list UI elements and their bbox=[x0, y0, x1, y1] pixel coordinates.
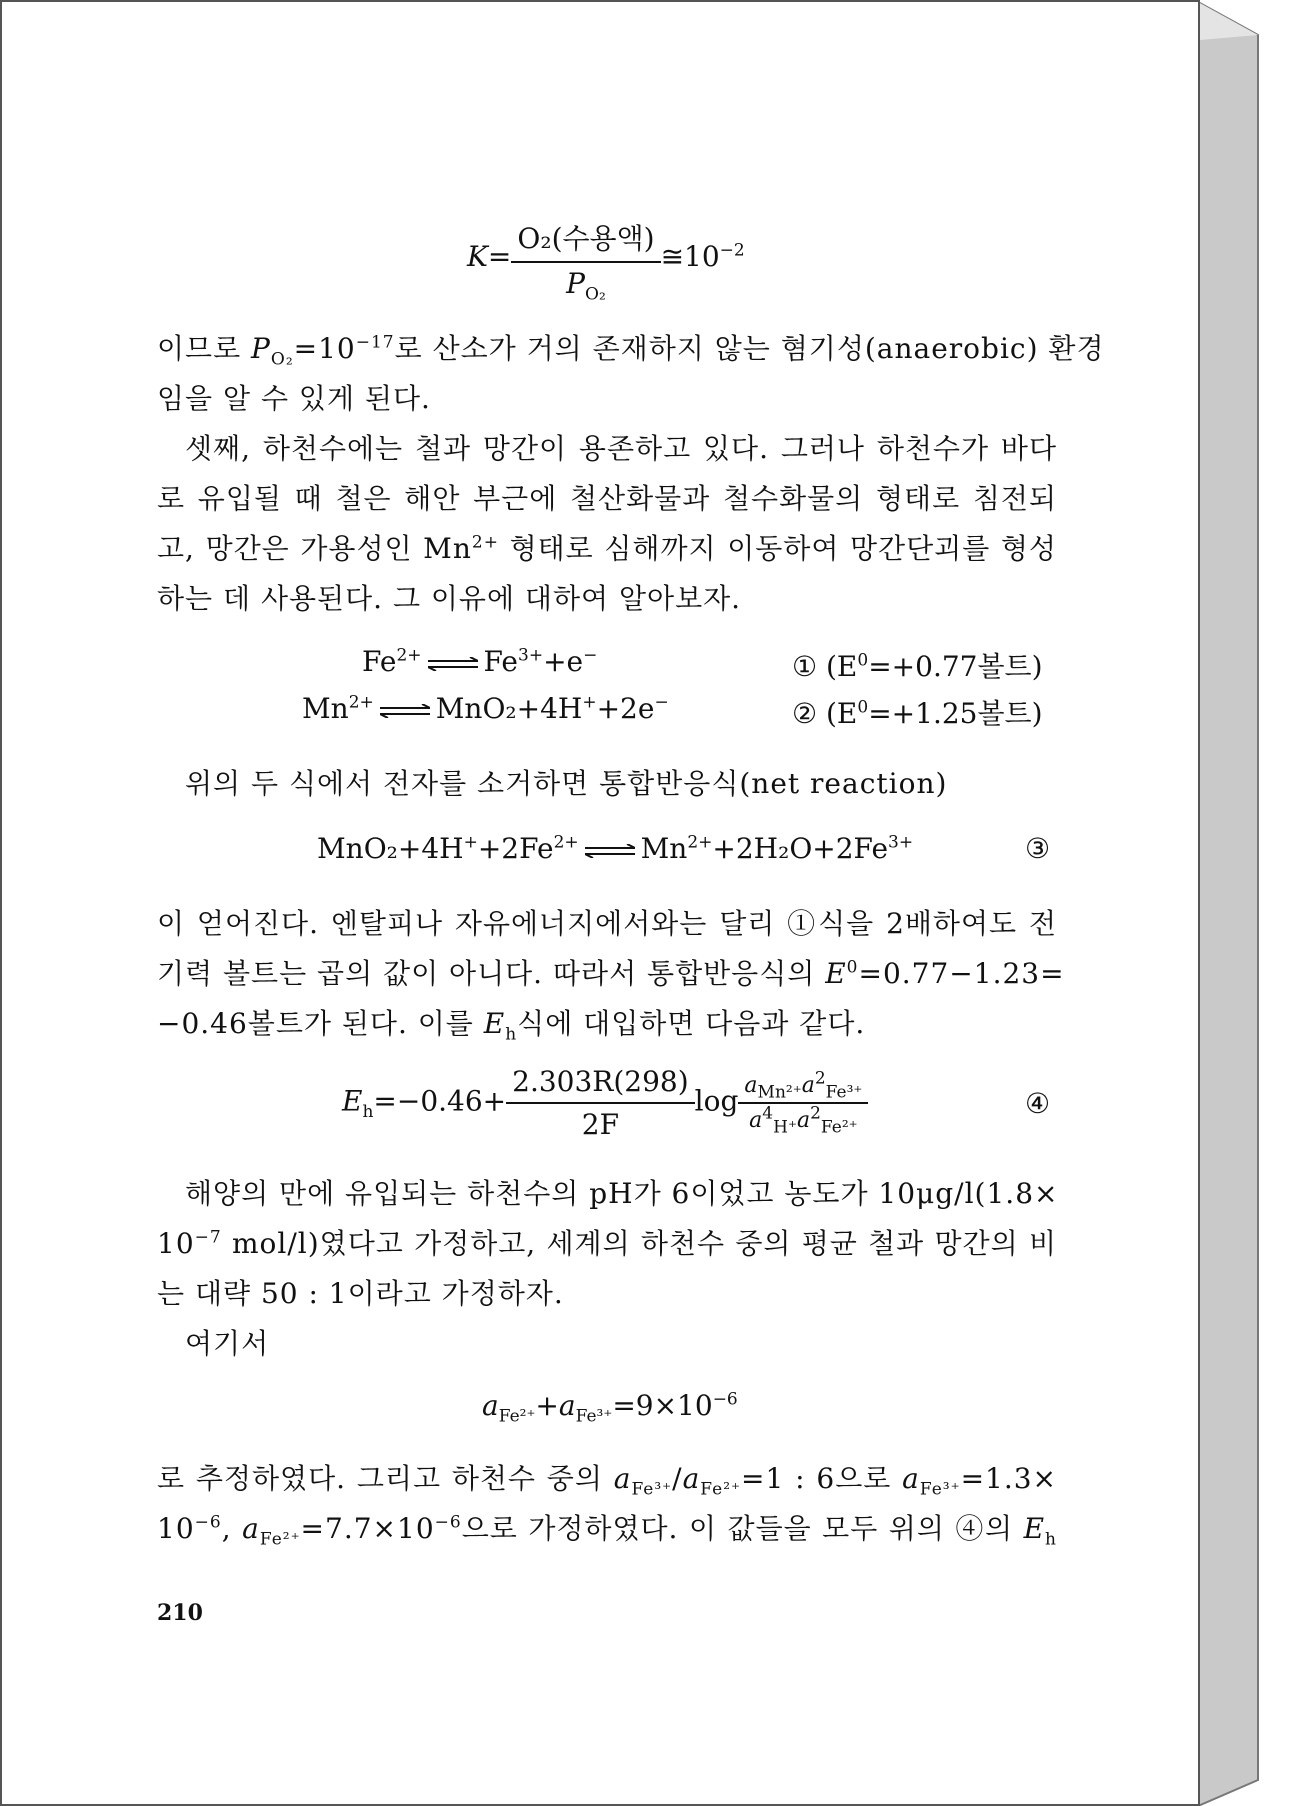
para2-line2: 로 유입될 때 철은 해안 부근에 철산화물과 철수화물의 형태로 침전되 bbox=[157, 482, 1057, 515]
r2-tail-sup: − bbox=[654, 692, 669, 713]
r1-tail-sup: − bbox=[583, 645, 598, 666]
eh-lnum-sup2: 2 bbox=[814, 1068, 826, 1089]
para1-line2: 임을 알 수 있게 된다. bbox=[157, 382, 431, 415]
sum-d-sup: −6 bbox=[712, 1389, 738, 1410]
para7-c: a bbox=[902, 1462, 920, 1495]
equilibrium-arrow-icon bbox=[585, 844, 635, 858]
eq-k-denominator bbox=[511, 263, 660, 305]
eh-log-fraction bbox=[738, 1068, 868, 1138]
para4-eh: E bbox=[483, 1007, 506, 1040]
eh-mid: =−0.46+ bbox=[373, 1084, 507, 1118]
sum-d: =9×10 bbox=[612, 1389, 713, 1422]
eh-lden-b: a bbox=[796, 1108, 811, 1133]
para2-line4: 하는 데 사용된다. 그 이유에 대하여 알아보자. bbox=[157, 582, 742, 615]
reaction-1-label bbox=[792, 645, 1043, 685]
equilibrium-arrow-icon bbox=[428, 657, 478, 671]
para4-eh-sub: h bbox=[505, 1024, 518, 1045]
para7-dsup: −6 bbox=[434, 1512, 462, 1533]
para1-text-b: =10 bbox=[293, 332, 356, 365]
para1-p: P bbox=[251, 332, 271, 365]
equation-eh bbox=[342, 1065, 868, 1141]
para7-text-g: 으로 가정하였다. 이 값들을 모두 위의 ④의 bbox=[461, 1512, 1024, 1545]
net-reaction bbox=[317, 832, 913, 865]
r1-label-sup: 0 bbox=[857, 650, 869, 671]
sum-c: a bbox=[558, 1389, 576, 1422]
para2-text-a: 고, 망간은 가용성인 Mn bbox=[157, 532, 472, 565]
para7-eh: E bbox=[1023, 1512, 1046, 1545]
eh-lnum-sub1: Mn²⁺ bbox=[757, 1082, 802, 1103]
eh-den: 2F bbox=[581, 1108, 620, 1141]
para5-line1: 해양의 만에 유입되는 하천수의 pH가 6이었고 농도가 10μg/l(1.8× bbox=[185, 1177, 1059, 1210]
para1-text-a: 이므로 bbox=[157, 332, 252, 365]
r1-tail: +e bbox=[543, 645, 584, 678]
para4-text-b: =0.77−1.23= bbox=[858, 957, 1065, 990]
equation-sum bbox=[482, 1389, 738, 1427]
r2-lhs: Mn bbox=[302, 692, 349, 725]
equation-k bbox=[467, 217, 745, 305]
eq-k-numerator: O₂(수용액) bbox=[511, 217, 660, 263]
r2-label-sup: 0 bbox=[857, 697, 869, 718]
nr-d: +2H₂O+2Fe bbox=[712, 832, 889, 865]
para4-text-c: −0.46볼트가 된다. 이를 bbox=[157, 1007, 484, 1040]
net-reaction-label: ③ bbox=[1025, 832, 1051, 865]
nr-d-sup: 3+ bbox=[888, 832, 914, 853]
para4-e-sup: 0 bbox=[846, 957, 859, 978]
para4-line1: 이 얻어진다. 엔탈피나 자유에너지에서와는 달리 ①식을 2배하여도 전 bbox=[157, 907, 1057, 940]
reaction-2 bbox=[302, 692, 669, 725]
para7-comma: , bbox=[221, 1512, 243, 1545]
para7-r1sub: Fe³⁺ bbox=[631, 1479, 673, 1500]
para5-line2 bbox=[157, 1222, 1057, 1262]
para7-r2sub: Fe²⁺ bbox=[700, 1479, 742, 1500]
r1-label: ① (E bbox=[792, 650, 858, 683]
para3-line1: 위의 두 식에서 전자를 소거하면 통합반응식(net reaction) bbox=[185, 767, 948, 800]
eq-k-rhs-exp: −2 bbox=[719, 240, 745, 261]
para7-c2sub: Fe²⁺ bbox=[259, 1529, 301, 1550]
eq-k-den-sub: O₂ bbox=[585, 284, 606, 305]
para7-eh-sub: h bbox=[1045, 1529, 1057, 1550]
sum-a: a bbox=[482, 1389, 499, 1422]
eh-log-den bbox=[738, 1103, 868, 1138]
para4-text-d: 식에 대입하면 다음과 같다. bbox=[517, 1007, 866, 1040]
nr-c-sup: 2+ bbox=[687, 832, 713, 853]
r1-lhs-sup: 2+ bbox=[396, 645, 422, 666]
eh-lhs: E bbox=[342, 1084, 363, 1118]
para2-sup: 2+ bbox=[471, 532, 499, 553]
eh-lden-sup1: 4 bbox=[762, 1103, 774, 1124]
nr-b: +2Fe bbox=[477, 832, 554, 865]
nr-b-sup: 2+ bbox=[553, 832, 579, 853]
r1-lhs: Fe bbox=[362, 645, 397, 678]
para7-line2 bbox=[157, 1507, 1057, 1550]
eq-k-fraction bbox=[511, 217, 660, 305]
para7-text-a: 로 추정하였다. 그리고 하천수 중의 bbox=[157, 1462, 614, 1495]
eh-fraction bbox=[506, 1065, 695, 1141]
eh-num: 2.303R(298) bbox=[506, 1065, 695, 1104]
eh-log: log bbox=[694, 1084, 739, 1118]
nr-a-sup: + bbox=[463, 832, 478, 853]
para4-e: E bbox=[825, 957, 847, 990]
sum-plus: + bbox=[535, 1389, 559, 1422]
para7-text-d: =1.3× bbox=[960, 1462, 1058, 1495]
nr-c: Mn bbox=[640, 832, 688, 865]
r2-rhs-sup: + bbox=[582, 692, 597, 713]
eh-log-num bbox=[738, 1068, 868, 1104]
para7-text-b: =1 : 6으로 bbox=[741, 1462, 903, 1495]
eh-lhs-sub: h bbox=[362, 1102, 374, 1123]
equilibrium-arrow-icon bbox=[380, 704, 430, 718]
r1-rhs-sup: 3+ bbox=[518, 645, 544, 666]
para5-line3: 는 대략 50 : 1이라고 가정하자. bbox=[157, 1277, 564, 1310]
eh-lden-sub1: H⁺ bbox=[773, 1117, 797, 1138]
para5-sup: −7 bbox=[194, 1227, 222, 1248]
para7-csub: Fe³⁺ bbox=[919, 1479, 961, 1500]
para7-text-e: 10 bbox=[157, 1512, 195, 1545]
reaction-2-label bbox=[792, 692, 1043, 732]
r1-label-tail: =+0.77볼트) bbox=[868, 650, 1043, 683]
para6-line1: 여기서 bbox=[185, 1327, 270, 1360]
eh-lden-a: a bbox=[749, 1108, 763, 1133]
sum-c-sub: Fe³⁺ bbox=[575, 1406, 613, 1427]
para5-text-b: mol/l)였다고 가정하고, 세계의 하천수 중의 평균 철과 망간의 비 bbox=[221, 1227, 1057, 1260]
para4-line2 bbox=[157, 952, 1065, 992]
eq-k-lhs: K= bbox=[467, 240, 512, 273]
reaction-1 bbox=[362, 645, 597, 678]
para7-slash: / bbox=[672, 1462, 683, 1495]
eh-lnum-sub2: Fe³⁺ bbox=[825, 1082, 863, 1103]
nr-a: MnO₂+4H bbox=[317, 832, 464, 865]
eq-k-den-p: P bbox=[566, 267, 586, 300]
para7-c2: a bbox=[242, 1512, 260, 1545]
r2-lhs-sup: 2+ bbox=[348, 692, 374, 713]
r1-rhs: Fe bbox=[483, 645, 518, 678]
para2-text-b: 형태로 심해까지 이동하여 망간단괴를 형성 bbox=[498, 532, 1057, 565]
para1-psub: O₂ bbox=[270, 349, 294, 370]
para7-r1: a bbox=[613, 1462, 632, 1495]
para7-line1 bbox=[157, 1457, 1058, 1500]
para4-line3 bbox=[157, 1002, 1057, 1045]
eq-k-rhs: ≅10 bbox=[660, 240, 720, 273]
para7-text-f: =7.7×10 bbox=[300, 1512, 435, 1545]
eh-lnum-b: a bbox=[801, 1073, 815, 1098]
r2-label: ② (E bbox=[792, 697, 858, 730]
r2-rhs: MnO₂+4H bbox=[435, 692, 583, 725]
eh-lnum-a: a bbox=[744, 1073, 758, 1098]
para2-line3 bbox=[157, 527, 1057, 567]
r2-tail: +2e bbox=[596, 692, 655, 725]
para1-text-c: 로 산소가 거의 존재하지 않는 혐기성(anaerobic) 환경 bbox=[394, 332, 1105, 365]
para1-exp: −17 bbox=[355, 332, 395, 353]
r2-label-tail: =+1.25볼트) bbox=[868, 697, 1043, 730]
page-number: 210 bbox=[157, 1600, 203, 1626]
para4-text-a: 기력 볼트는 곱의 값이 아니다. 따라서 통합반응식의 bbox=[157, 957, 826, 990]
para7-sup: −6 bbox=[194, 1512, 222, 1533]
para2-line1: 셋째, 하천수에는 철과 망간이 용존하고 있다. 그러나 하천수가 바다 bbox=[185, 432, 1057, 465]
sum-a-sub: Fe²⁺ bbox=[498, 1406, 536, 1427]
equation-eh-label: ④ bbox=[1025, 1087, 1051, 1120]
eh-lden-sup2: 2 bbox=[810, 1103, 821, 1124]
para1-line1 bbox=[157, 327, 1105, 370]
para7-r2: a bbox=[682, 1462, 701, 1495]
eh-lden-sub2: Fe²⁺ bbox=[820, 1117, 858, 1138]
para5-text-a: 10 bbox=[157, 1227, 195, 1260]
